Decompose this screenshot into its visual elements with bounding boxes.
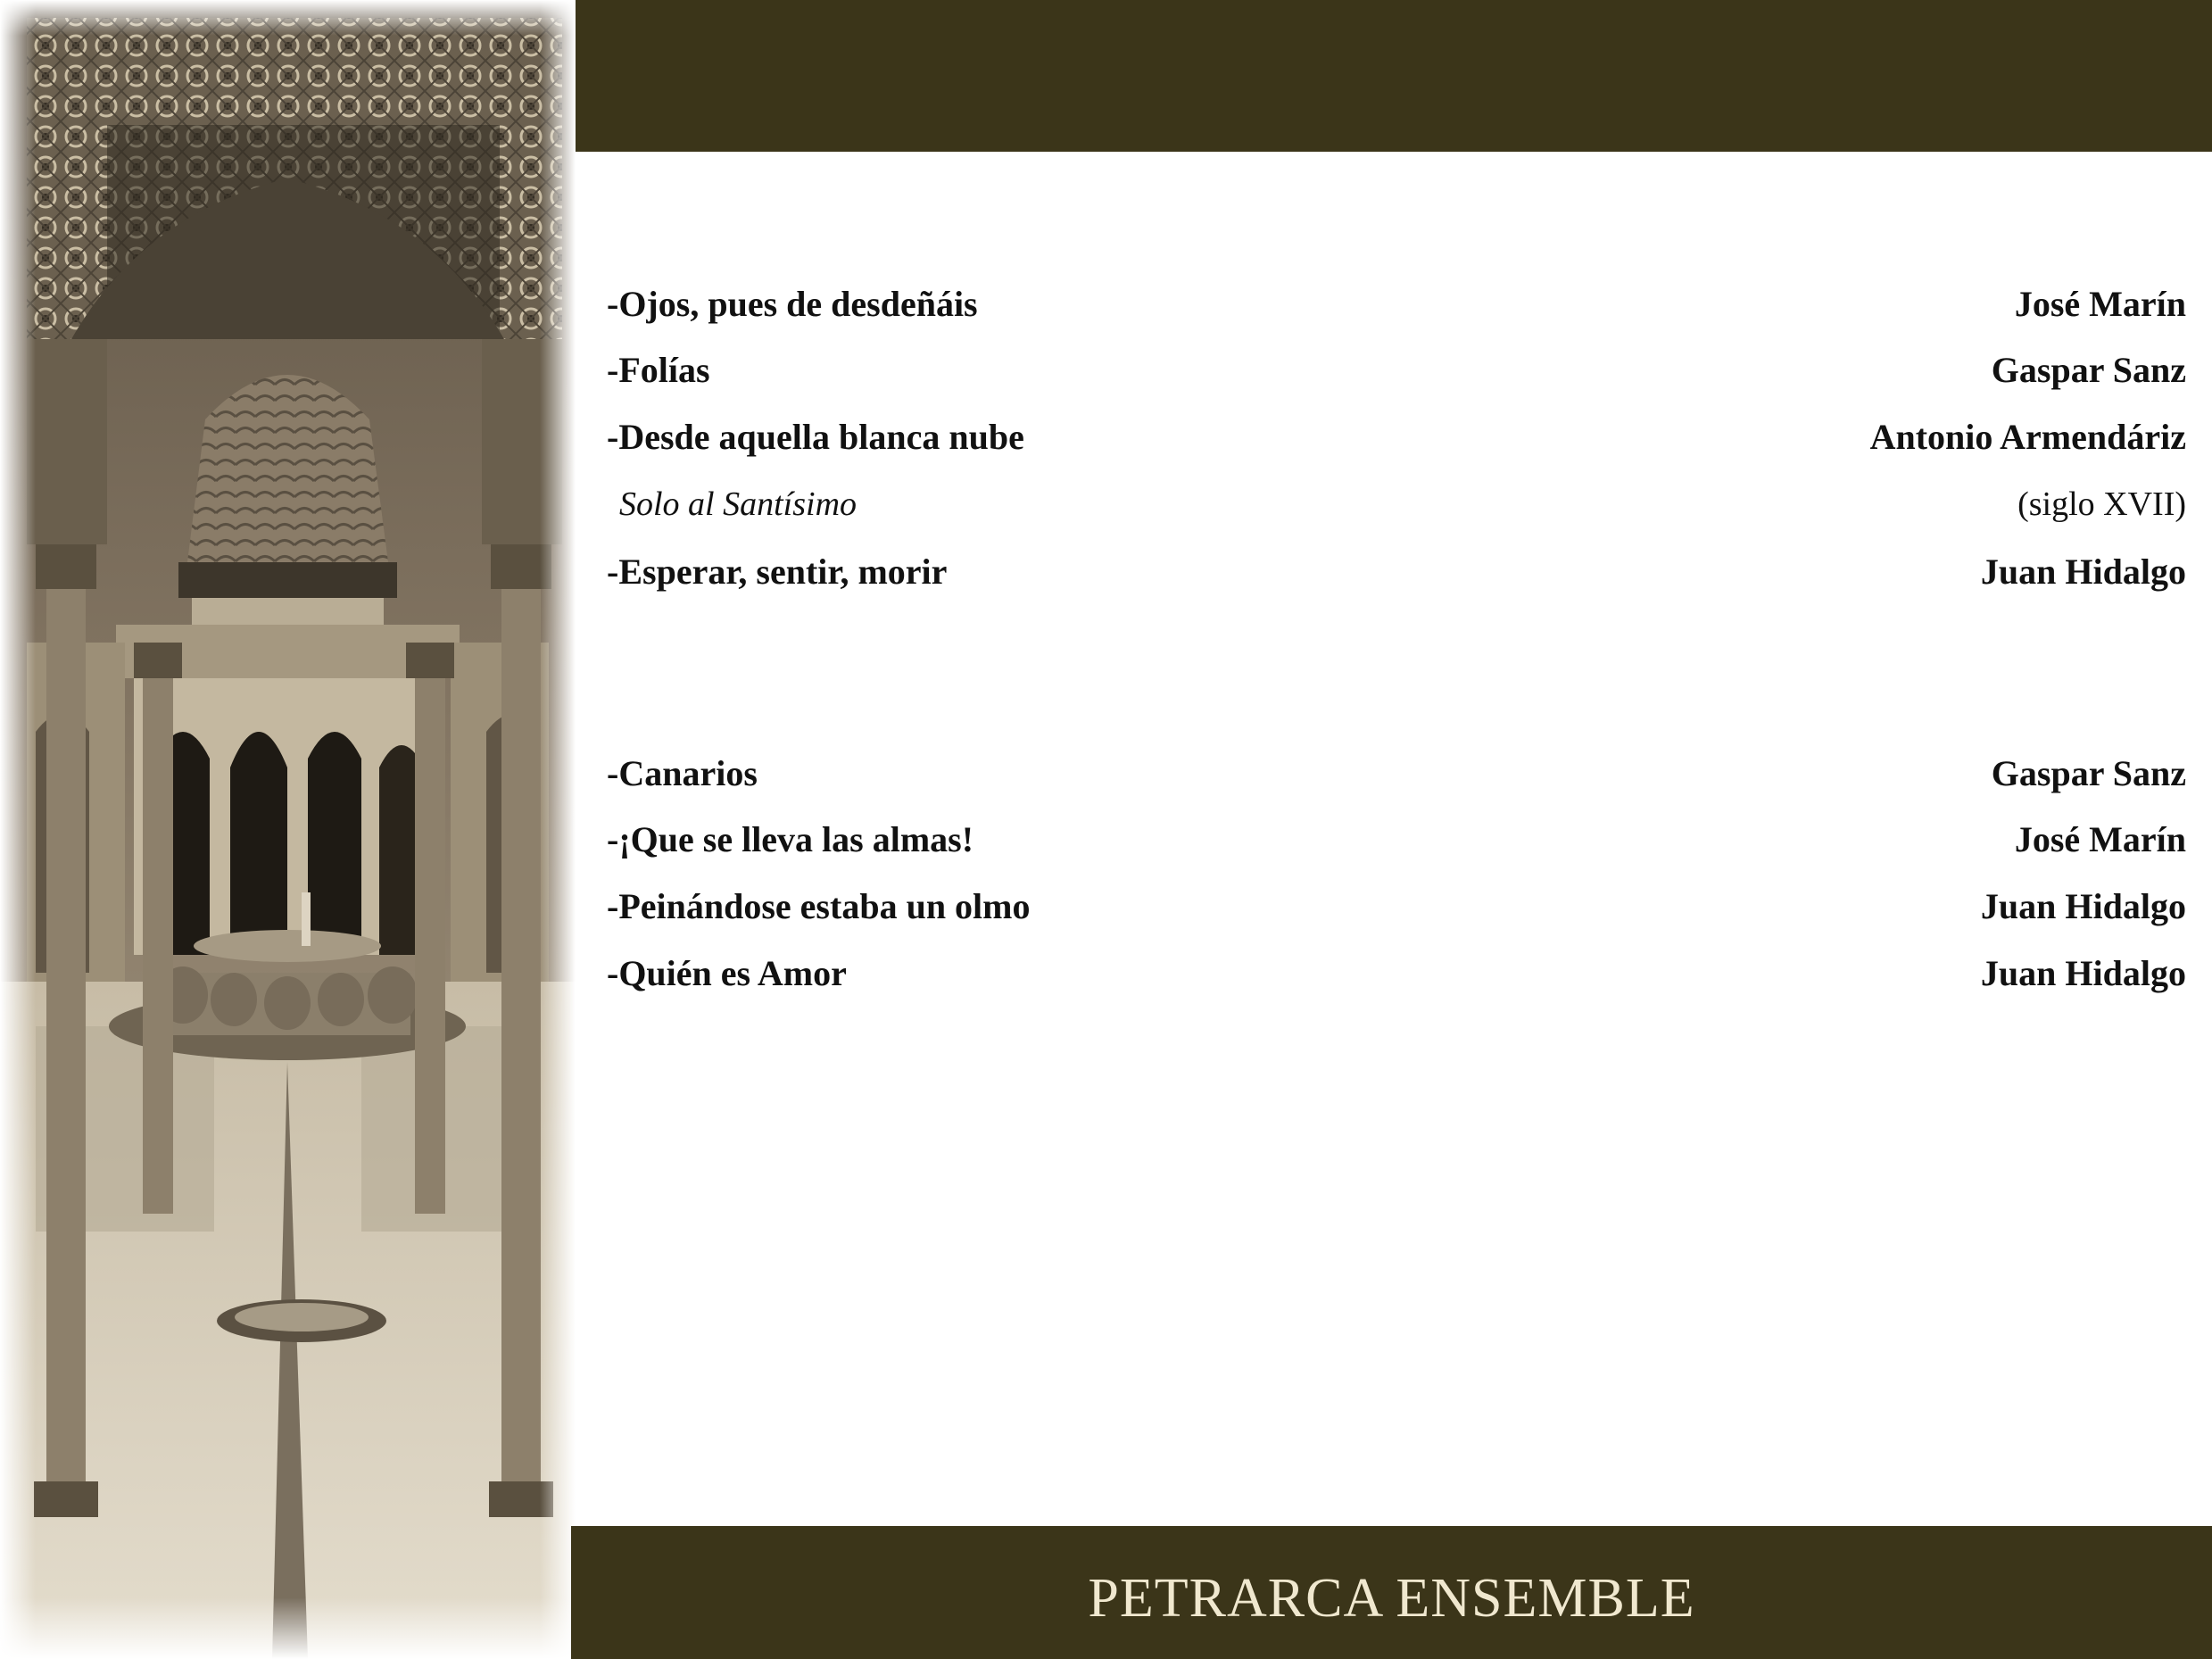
footer-bar xyxy=(571,1526,2212,1659)
piece-subtitle: Solo al Santísimo xyxy=(619,485,857,523)
piece-title: -Folías xyxy=(607,349,710,390)
piece-title: -Peinándose estaba un olmo xyxy=(607,885,1031,926)
alhambra-court-of-lions-photo xyxy=(0,0,576,1659)
program-item xyxy=(607,946,2186,1000)
piece-title: -Canarios xyxy=(607,752,758,793)
composer-name: José Marín xyxy=(2014,818,2186,859)
composer-name: Gaspar Sanz xyxy=(1991,349,2186,390)
program-item xyxy=(607,544,2186,598)
program-item-note xyxy=(607,477,2186,531)
program-item xyxy=(607,277,2186,330)
program-item xyxy=(607,812,2186,866)
piece-title: -¡Que se lleva las almas! xyxy=(607,818,974,859)
composer-name: Juan Hidalgo xyxy=(1980,952,2186,993)
program-item xyxy=(607,879,2186,933)
program-item xyxy=(607,746,2186,800)
photo-illustration xyxy=(0,0,576,1659)
composer-name: Juan Hidalgo xyxy=(1980,885,2186,926)
piece-title: -Ojos, pues de desdeñáis xyxy=(607,283,978,324)
header-bar xyxy=(576,0,2212,152)
piece-title: -Esperar, sentir, morir xyxy=(607,551,948,592)
composer-date: (siglo XVII) xyxy=(2017,485,2186,523)
composer-name: Juan Hidalgo xyxy=(1980,551,2186,592)
composer-name: José Marín xyxy=(2014,283,2186,324)
piece-title: -Desde aquella blanca nube xyxy=(607,416,1024,457)
ensemble-name: PETRARCA ENSEMBLE xyxy=(1088,1568,1695,1629)
program-item xyxy=(607,343,2186,396)
composer-name: Antonio Armendáriz xyxy=(1869,416,2186,457)
piece-title: -Quién es Amor xyxy=(607,952,847,993)
program-item xyxy=(607,410,2186,463)
composer-name: Gaspar Sanz xyxy=(1991,752,2186,793)
